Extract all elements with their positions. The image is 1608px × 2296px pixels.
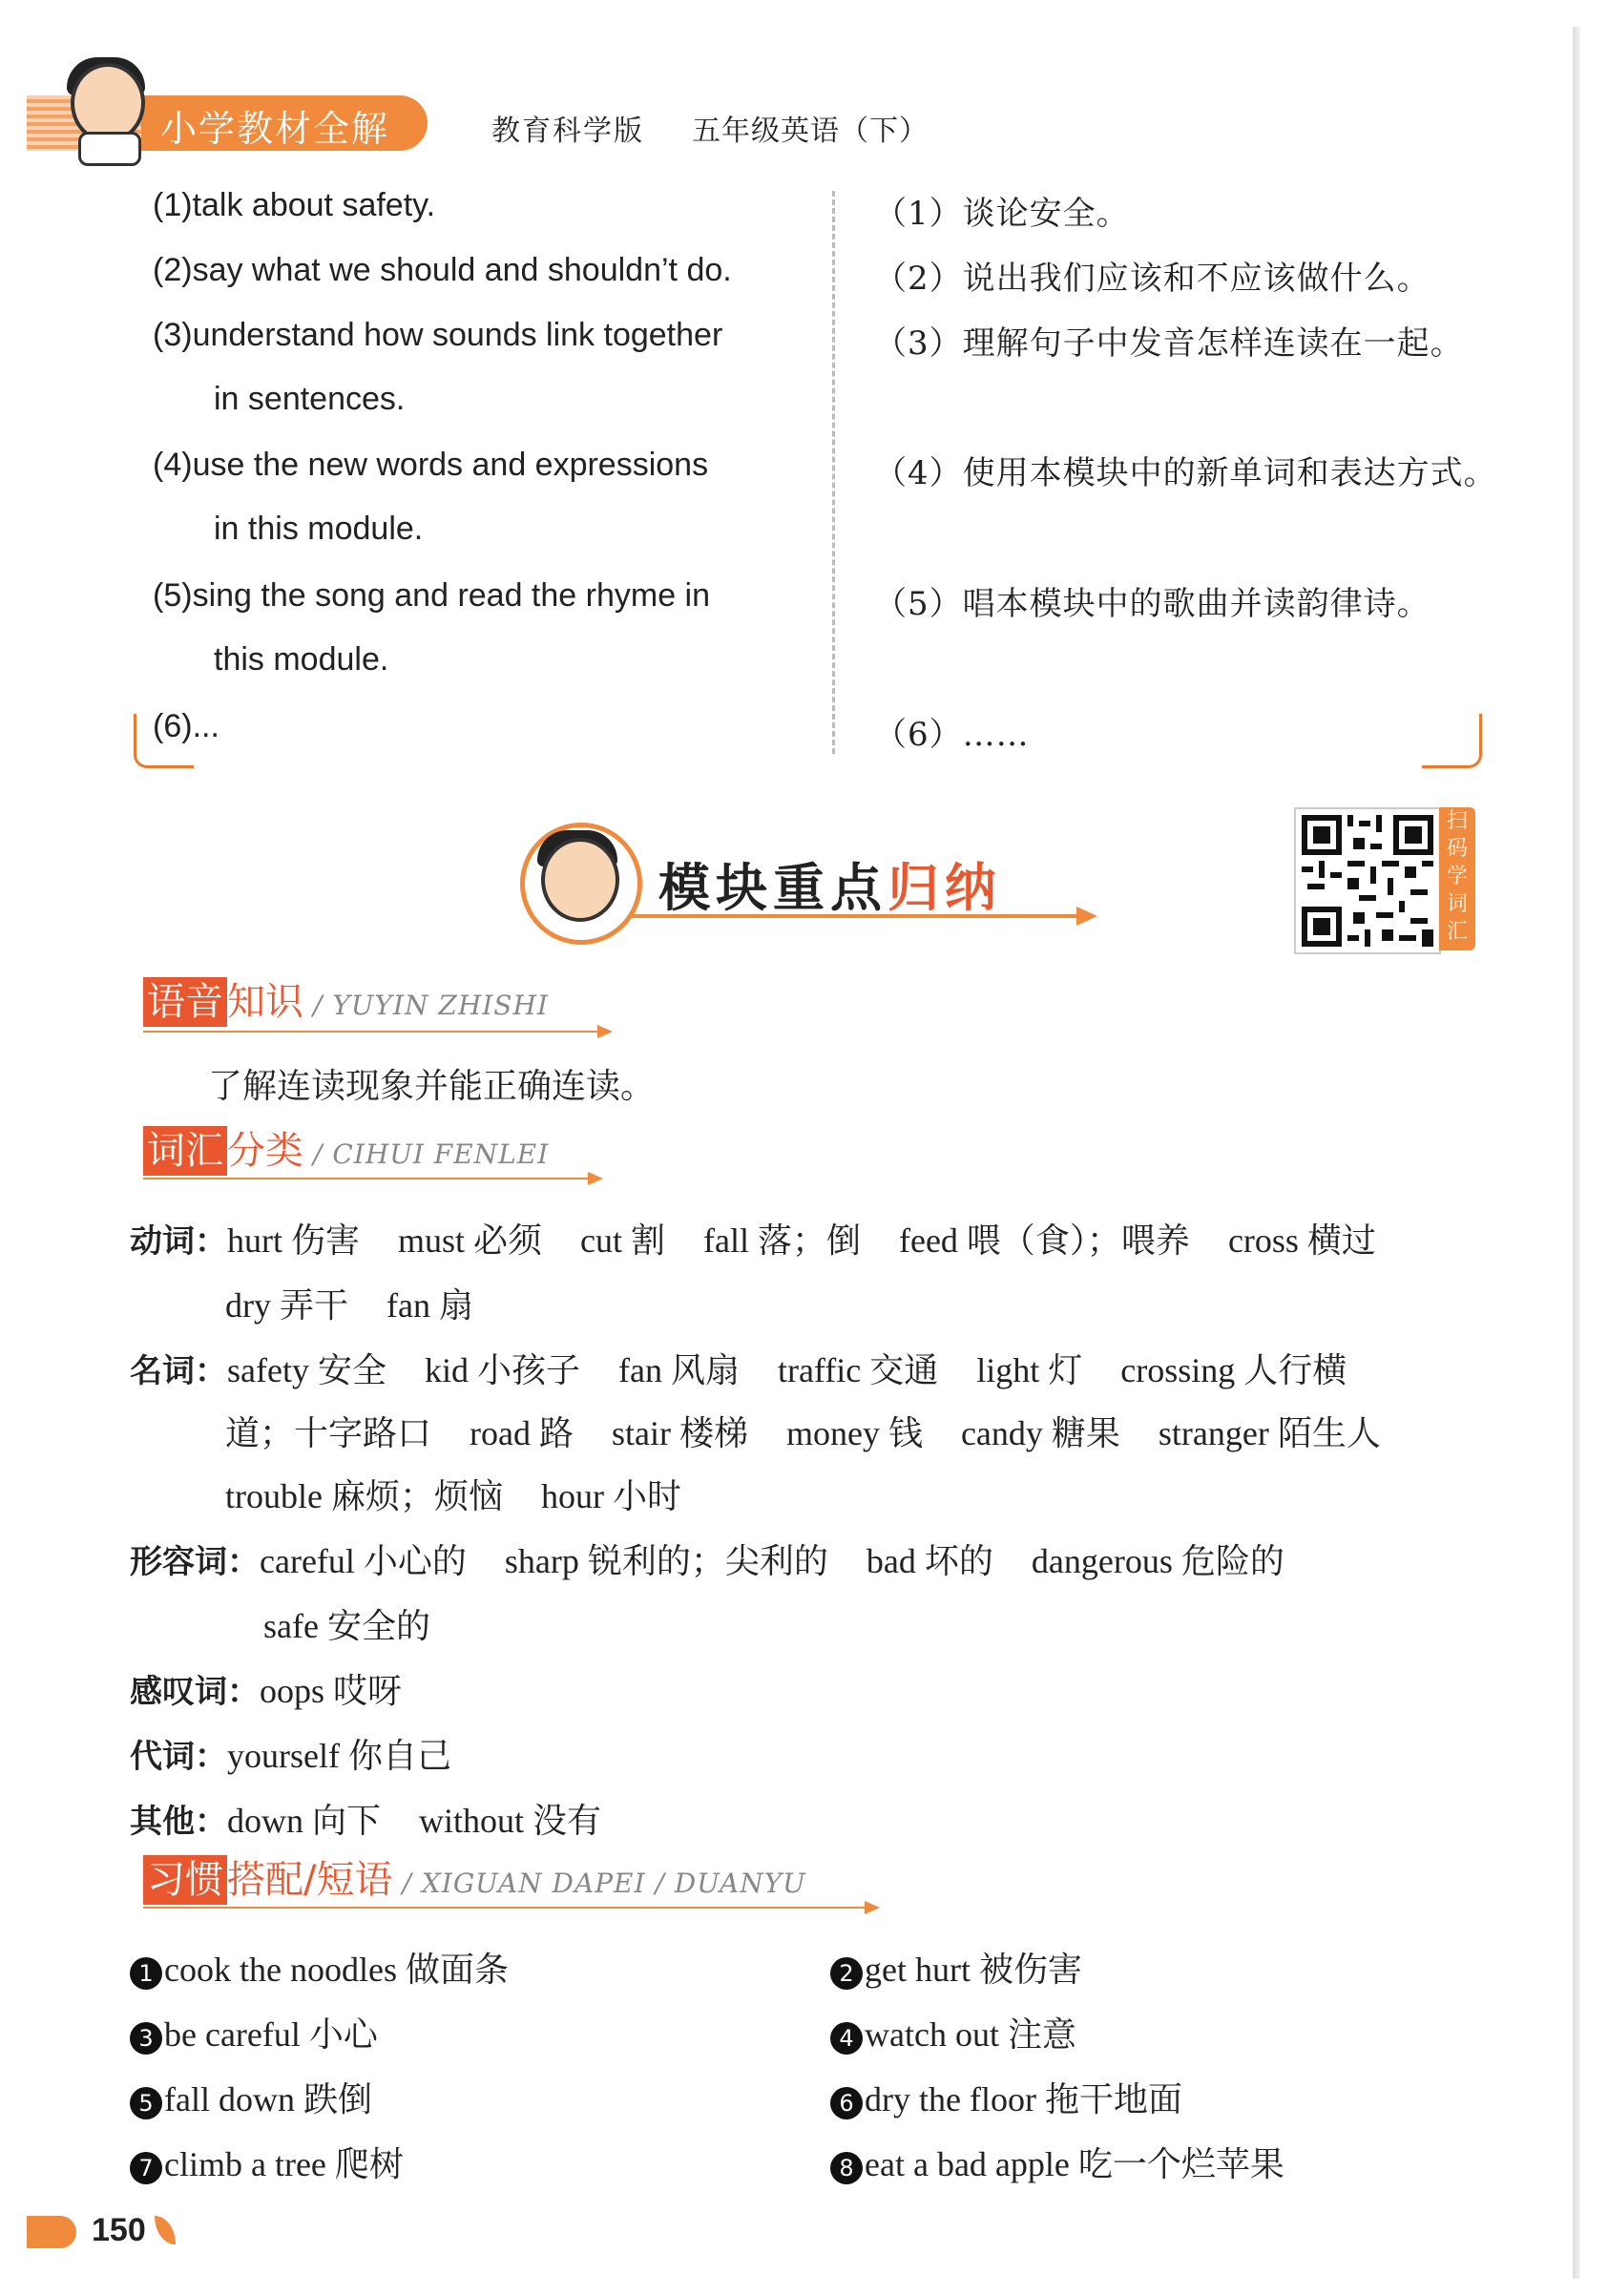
title-arrow-icon (1076, 907, 1097, 926)
objective-zh-1: （1）谈论安全。 (874, 195, 1130, 233)
page-number: 150 (92, 2212, 146, 2248)
section-title: 模块重点归纳 (658, 858, 1002, 918)
phrase-item: 1 cook the noodles 做面条 (130, 1943, 509, 1992)
page-number-bar (27, 2216, 76, 2248)
phrase-item: 8 eat a bad apple 吃一个烂苹果 (830, 2138, 1284, 2186)
phrases-underline (143, 1907, 868, 1909)
objective-zh-4: （4）使用本模块中的新单词和表达方式。 (874, 454, 1497, 492)
vocab-verbs-cont: dry 弄干 fan 扇 (225, 1286, 473, 1325)
phonetics-content: 了解连读现象并能正确连读。 (208, 1067, 656, 1106)
objective-en-2: (2)say what we should and shouldn’t do. (153, 252, 732, 288)
vocab-pronouns: 代词：yourself 你自己 (130, 1737, 451, 1776)
phonetics-arrow-icon (597, 1025, 613, 1038)
vocab-adjectives: 形容词：careful 小心的 sharp 锐利的；尖利的 bad 坏的 dangerous 危险的 (130, 1542, 1284, 1581)
phrases-header: 习惯 搭配/短语 / XIGUAN DAPEI / DUANYU (143, 1855, 806, 1912)
phrase-item: 6 dry the floor 拖干地面 (830, 2073, 1182, 2121)
mascot-body (78, 132, 141, 166)
kid-icon (541, 838, 619, 922)
objective-zh-3: （3）理解句子中发音怎样连读在一起。 (874, 324, 1464, 363)
vocab-interjections: 感叹词：oops 哎呀 (130, 1672, 403, 1711)
phrases-arrow-icon (865, 1901, 880, 1914)
phrase-item: 2 get hurt 被伤害 (830, 1943, 1082, 1992)
objective-zh-6: （6）…… (874, 716, 1030, 754)
objective-zh-2: （2）说出我们应该和不应该做什么。 (874, 260, 1430, 298)
grade-label: 五年级英语（下） (692, 115, 929, 148)
phrase-item: 5 fall down 跌倒 (130, 2073, 372, 2121)
phrase-item: 3 be careful 小心 (130, 2008, 378, 2056)
bracket-right (1422, 714, 1482, 768)
vocab-arrow-icon (588, 1172, 603, 1185)
phonetics-header: 语音 知识 / YUYIN ZHISHI (143, 977, 549, 1034)
page-edge (1573, 27, 1580, 2279)
objective-en-3: (3)understand how sounds link together in sentences. (153, 317, 723, 417)
vocab-underline (143, 1178, 592, 1179)
qr-label: 扫 码 学 词 汇 (1439, 807, 1475, 950)
phrase-item: 7 climb a tree 爬树 (130, 2138, 404, 2186)
vocab-others: 其他：down 向下 without 没有 (130, 1802, 602, 1841)
book-title: 小学教材全解 (160, 108, 390, 150)
objective-en-4: (4)use the new words and expressions in this module. (153, 447, 709, 547)
objective-en-6: (6)... (153, 708, 219, 744)
qr-code-icon[interactable] (1294, 807, 1441, 954)
objective-en-5: (5)sing the song and read the rhyme in this module. (153, 577, 711, 678)
publisher: 教育科学版 (491, 115, 644, 148)
leaf-icon (155, 2216, 176, 2244)
vocab-nouns-cont2: trouble 麻烦；烦恼 hour 小时 (225, 1477, 681, 1515)
vocab-verbs: 动词：hurt 伤害 must 必须 cut 割 fall 落；倒 feed 喂（食）；喂养 cross 横过 (130, 1221, 1376, 1261)
vocab-nouns-cont: 道；十字路口 road 路 stair 楼梯 money 钱 candy 糖果 stranger 陌生人 (225, 1414, 1381, 1452)
vocab-adjectives-cont: safe 安全的 (263, 1607, 430, 1645)
vocab-header: 词汇 分类 / CIHUI FENLEI (143, 1126, 549, 1183)
objective-en-1: (1)talk about safety. (153, 187, 436, 223)
column-divider (832, 191, 835, 754)
phrase-item: 4 watch out 注意 (830, 2008, 1076, 2056)
objective-zh-5: （5）唱本模块中的歌曲并读韵律诗。 (874, 585, 1430, 623)
phonetics-underline (143, 1031, 601, 1033)
vocab-nouns: 名词：safety 安全 kid 小孩子 fan 风扇 traffic 交通 light 灯 crossing 人行横 (130, 1351, 1347, 1390)
